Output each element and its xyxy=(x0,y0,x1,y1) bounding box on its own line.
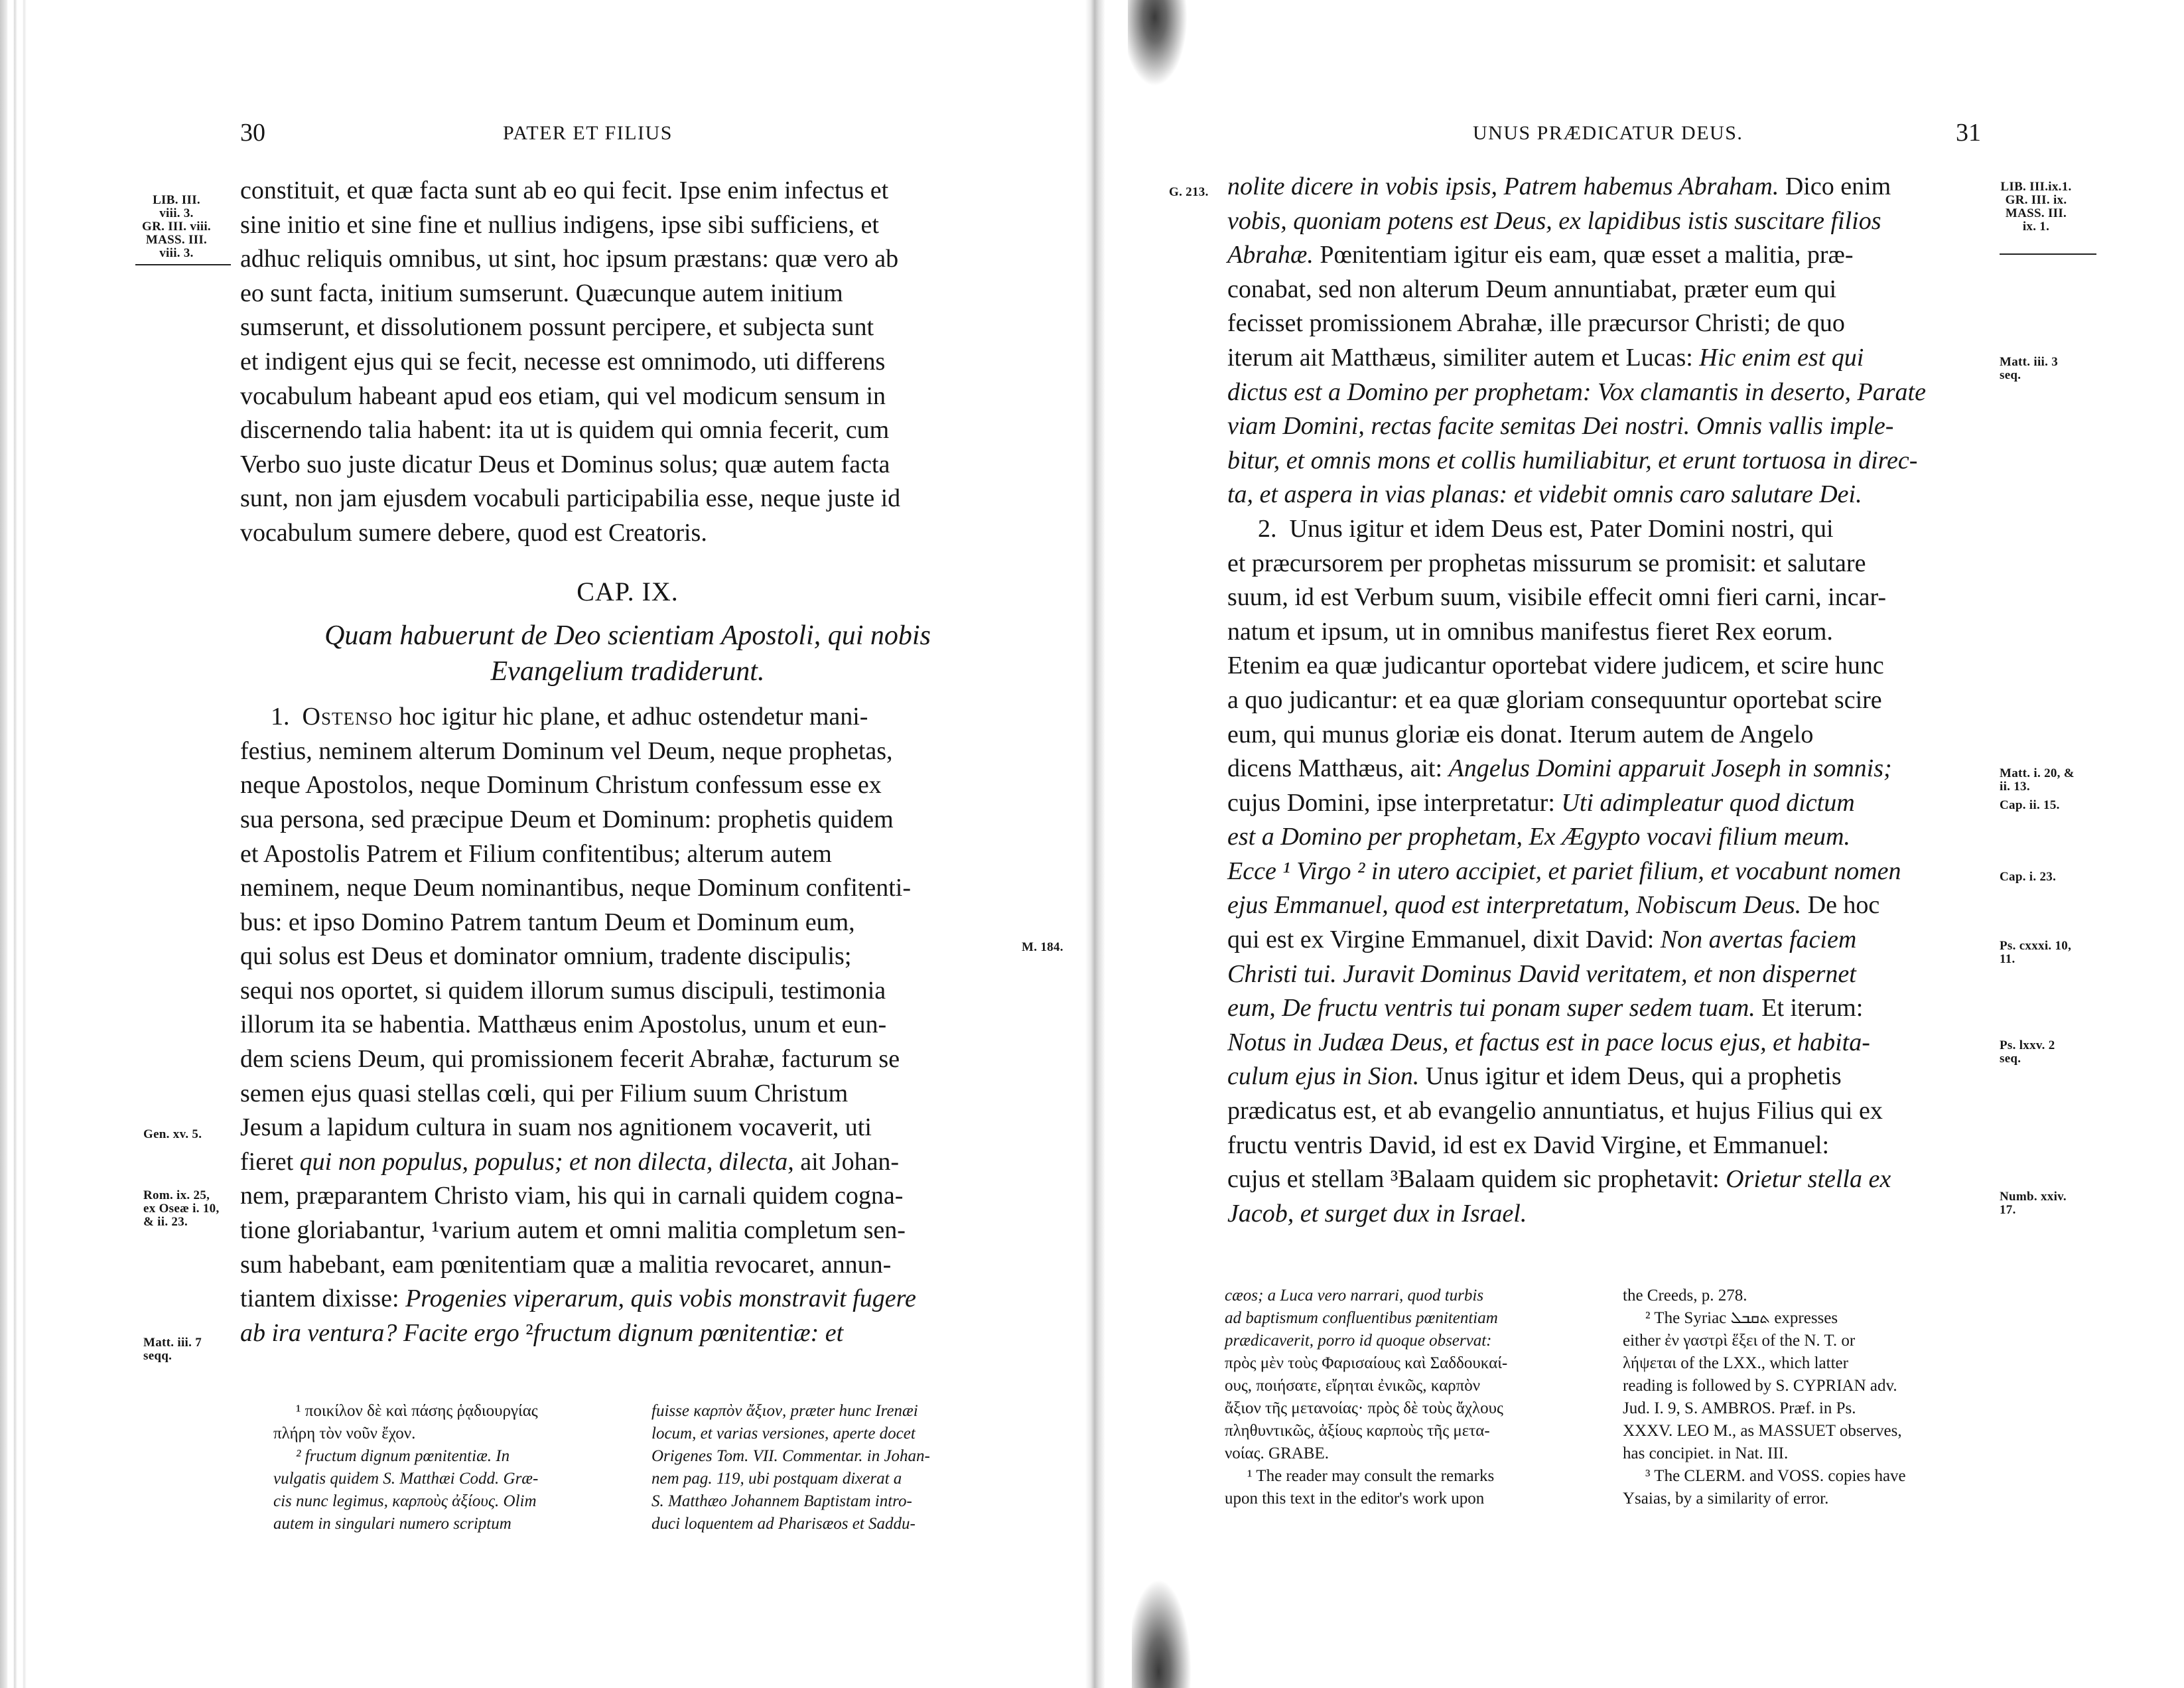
italic-segment: dictus est a Domino per prophetam: Vox clamantis in deserto, Parate xyxy=(1227,378,1926,406)
footnote-line: ους, ποιήσατε, εἴρηται ἐνικῶς, καρπὸν xyxy=(1225,1377,1481,1395)
text-line: natum et ipsum, ut in omnibus manifestus fieret Rex eorum. xyxy=(1227,617,1833,646)
sidenote-line: MASS. III. xyxy=(2005,206,2067,220)
text-line xyxy=(1227,444,1992,478)
text-line: Verbo suo juste dicatur Deus et Dominus solus; quæ autem facta xyxy=(240,450,890,478)
italic-segment: Notus in Judæa Deus, et factus est in pace locus ejus, et habita- xyxy=(1227,1028,1870,1056)
text-segment: Dico enim xyxy=(1779,173,1891,200)
italic-segment: Hic enim est qui xyxy=(1699,343,1864,372)
text-segment: cujus et stellam ³Balaam quidem sic prophetavit: xyxy=(1227,1165,1726,1194)
subtitle-line: Evangelium tradiderunt. xyxy=(490,656,765,687)
text-segment: cujus Domini, ipse interpretatur: xyxy=(1227,788,1562,817)
italic-segment: vobis, quoniam potens est Deus, ex lapidibus istis suscitare filios xyxy=(1227,206,1881,235)
text-segment: iterum ait Matthæus, similiter autem et Lucas: xyxy=(1227,343,1700,372)
text-segment: Et iterum: xyxy=(1755,994,1864,1022)
sidenote-line: seq. xyxy=(2000,368,2021,382)
footnote-line: πρὸς μὲν τοὺς Φαρισαίους καὶ Σαδδουκαί- xyxy=(1225,1354,1508,1372)
sidenote-line: seqq. xyxy=(143,1349,172,1363)
chapter-heading: CAP. IX. xyxy=(577,576,679,606)
sidenote-line: Ps. cxxxi. 10, xyxy=(2000,939,2072,953)
footnote-line: upon this text in the editor's work upon xyxy=(1225,1490,1485,1508)
text-segment: Pœnitentiam igitur eis eam, quæ esset a malitia, præ- xyxy=(1313,241,1854,269)
italic-segment: eum, De fructu ventris tui ponam super sedem tuam. xyxy=(1227,994,1755,1022)
footnote-line: XXXV. LEO M., as MASSUET observes, xyxy=(1623,1422,1902,1440)
text-line xyxy=(1227,855,1992,889)
footnotes-right-col xyxy=(1623,1285,1973,1510)
sidenote-rom xyxy=(143,1189,220,1229)
footnotes-left-col xyxy=(1225,1285,1583,1510)
sidenote-line: seq. xyxy=(2000,1052,2021,1066)
sidenote-g213: G. 213. xyxy=(1169,185,1209,199)
italic-segment: ab ira ventura? Facite ergo xyxy=(240,1318,526,1347)
subtitle-line: Quam habuerunt de Deo scientiam Apostoli, qui nobis xyxy=(324,620,931,652)
sidenote-line: 11. xyxy=(2000,952,2015,966)
sidenote-line: GR. III. ix. xyxy=(2005,193,2067,207)
sidenote-line: Numb. xxiv. xyxy=(2000,1190,2067,1204)
footnote-line: the Creeds, p. 278. xyxy=(1623,1287,1747,1304)
text-segment: qui est ex Virgine Emmanuel, dixit David: xyxy=(1227,926,1661,954)
footnote-line: πλήρη τὸν νοῦν ἔχον. xyxy=(273,1425,416,1442)
text-line: et indigent ejus qui se fecit, necesse est omnimodo, uti differens xyxy=(240,347,886,376)
italic-segment: nolite dicere in vobis ipsis, Patrem habemus Abraham. xyxy=(1227,173,1779,200)
text-line: eum, qui munus gloriæ eis donat. Iterum autem de Angelo xyxy=(1227,720,1814,748)
paragraph-number: 2. xyxy=(1258,514,1277,543)
main-text-left xyxy=(240,174,1015,1350)
right-page xyxy=(1092,0,2184,1688)
text-line: fecisset promissionem Abrahæ, ille præcursor Christi; de quo xyxy=(1227,309,1845,338)
footnote-line: fuisse καρπὸν ἄξιον, præter hunc Irenæi xyxy=(651,1402,918,1420)
italic-segment: qui non populus, populus; et non dilecta, dilecta, xyxy=(299,1147,794,1176)
text-line xyxy=(1227,991,1992,1026)
chapter-subtitle xyxy=(240,618,1015,689)
text-line: semen ejus quasi stellas cœli, qui per Filium suum Christum xyxy=(240,1079,849,1107)
footnotes-right-col xyxy=(651,1400,1015,1535)
text-segment: De hoc xyxy=(1801,891,1880,920)
text-line xyxy=(1227,341,1992,376)
sidenote-line: LIB. III.ix.1. xyxy=(2000,180,2072,194)
sidenote-rule xyxy=(2000,253,2096,255)
footnote-line: duci loquentem ad Pharisæos et Saddu- xyxy=(651,1515,916,1533)
footnote-marker: ² xyxy=(525,1318,533,1347)
footnote-line: has concipiet. in Nat. III. xyxy=(1623,1444,1789,1462)
sidenote-line: viii. 3. xyxy=(159,246,194,260)
text-line xyxy=(1227,1026,1992,1060)
italic-segment: Uti adimpleatur quod dictum xyxy=(1561,788,1855,817)
text-line xyxy=(1227,1060,1992,1094)
binding-edge xyxy=(0,0,40,1688)
sidenote-line: & ii. 23. xyxy=(143,1215,188,1229)
text-line: nem, præparantem Christo viam, his qui in carnali quidem cogna- xyxy=(240,1182,904,1210)
sidenote-line: ii. 13. xyxy=(2000,780,2030,794)
italic-segment: Jacob, et surget dux in Israel. xyxy=(1227,1199,1527,1228)
text-line xyxy=(1227,512,1992,547)
sidenote-line: 17. xyxy=(2000,1203,2016,1217)
text-line xyxy=(1227,957,1992,992)
text-line xyxy=(1227,170,1992,204)
text-line: sum habebant, eam pœnitentiam quæ a malitia revocaret, annun- xyxy=(240,1250,892,1279)
text-line xyxy=(1227,888,1992,923)
text-segment: hoc igitur hic plane, et adhuc ostendetur mani- xyxy=(399,703,868,731)
italic-segment: est a Domino per prophetam, Ex Ægypto vocavi filium meum. xyxy=(1227,823,1850,851)
italic-segment: bitur, et omnis mons et collis humiliabitur, et erunt tortuosa in direc- xyxy=(1227,446,1918,474)
text-line xyxy=(1227,923,1992,957)
text-line: bus: et ipso Domino Patrem tantum Deum et Dominum eum, xyxy=(240,908,855,936)
running-head-right: UNUS PRÆDICATUR DEUS. xyxy=(1473,122,1743,144)
text-line xyxy=(1227,1197,1992,1231)
text-segment: fieret xyxy=(240,1147,300,1176)
text-segment: ait Johan- xyxy=(793,1147,900,1176)
sidenote-line: Ps. lxxv. 2 xyxy=(2000,1038,2055,1052)
text-segment: Unus igitur et idem Deus est, Pater Domini nostri, qui xyxy=(1289,514,1834,543)
italic-segment: viam Domini, rectas facite semitas Dei nostri. Omnis vallis imple- xyxy=(1227,412,1894,441)
italic-segment: Angelus Domini apparuit Joseph in somnis; xyxy=(1448,754,1892,783)
sidenote-line: ix. 1. xyxy=(2022,220,2050,234)
text-line: vocabulum habeant apud eos etiam, qui vel modicum sensum in xyxy=(240,382,886,410)
sidenote-line: Rom. ix. 25, xyxy=(143,1188,210,1202)
sidenote-ps-lxxv xyxy=(2000,1039,2055,1066)
sidenote-gen: Gen. xv. 5. xyxy=(143,1127,202,1141)
paragraph-number: 1. xyxy=(271,703,290,731)
italic-segment: Christi tui. Juravit Dominus David veritatem, et non dispernet xyxy=(1227,959,1856,988)
text-line: sequi nos oportet, si quidem illorum sumus discipuli, testimonia xyxy=(240,976,886,1005)
sidenote-matt-iii-3 xyxy=(2000,356,2058,382)
sidenote-matt xyxy=(143,1336,202,1363)
sidenote-line: MASS. III. xyxy=(145,233,208,247)
text-line: prædicatus est, et ab evangelio annuntiatus, et hujus Filius qui ex xyxy=(1227,1097,1883,1125)
text-line xyxy=(1227,376,1992,410)
text-line: qui solus est Deus et dominator omnium, tradente discipulis; xyxy=(240,942,852,971)
text-line xyxy=(240,1316,1015,1351)
sidenote-line: Matt. i. 20, & xyxy=(2000,766,2075,780)
footnote-line: λήψεται of the LXX., which latter xyxy=(1623,1354,1848,1372)
page-number-left: 30 xyxy=(240,119,265,147)
text-line xyxy=(1227,752,1992,786)
text-segment: dicens Matthæus, ait: xyxy=(1227,754,1449,783)
text-line: sua persona, sed præcipue Deum et Dominum: prophetis quidem xyxy=(240,805,894,833)
footnote-line: νοίας. GRABE. xyxy=(1225,1444,1330,1462)
text-line xyxy=(1227,478,1992,512)
sidenote-line: GR. III. viii. xyxy=(142,220,211,234)
sidenote-line: ex Oseæ i. 10, xyxy=(143,1202,220,1216)
text-line: discernendo talia habent: ita ut is quidem qui omnia fecerit, cum xyxy=(240,416,890,445)
footnote-line: Ysaias, by a similarity of error. xyxy=(1623,1490,1829,1508)
text-line: sine initio et sine fine et nullius indigens, ipse sibi sufficiens, et xyxy=(240,210,879,239)
footnotes-left-col xyxy=(273,1400,625,1535)
text-line: a quo judicantur: et ea quæ gloriam consequuntur oportebat scire xyxy=(1227,685,1882,714)
sidenote-numb xyxy=(2000,1190,2067,1217)
text-line: sumserunt, et dissolutionem possunt percipere, et subjecta sunt xyxy=(240,313,874,342)
footnote-line: Origenes Tom. VII. Commentar. in Johan- xyxy=(651,1447,930,1465)
text-segment: tiantem dixisse: xyxy=(240,1285,406,1313)
footnote-line: either ἐν γαστρὶ ἕξει of the N. T. or xyxy=(1623,1332,1856,1350)
text-line xyxy=(1227,238,1992,273)
text-line xyxy=(240,1145,1015,1180)
text-line: illorum ita se habentia. Matthæus enim Apostolus, unum et eun- xyxy=(240,1011,887,1039)
italic-segment: Abrahæ. xyxy=(1227,241,1314,269)
page-number-right: 31 xyxy=(1956,119,1981,147)
sidenote-rule xyxy=(135,264,231,265)
footnote-line: prædicaverit, porro id quoque observat: xyxy=(1225,1332,1492,1350)
text-line: vocabulum sumere debere, quod est Creatoris. xyxy=(240,518,707,547)
initial-word: Ostenso xyxy=(302,703,393,731)
footnote-line: ² fructum dignum pœnitentiæ. In xyxy=(296,1447,510,1465)
sidenote-ps-cxxxi xyxy=(2000,940,2071,966)
sidenote-line: LIB. III. xyxy=(153,193,200,207)
text-line: eo sunt facta, initium sumserunt. Quæcunque autem initium xyxy=(240,279,843,307)
italic-segment: Non avertas faciem xyxy=(1660,926,1857,954)
footnote-line: reading is followed by S. CYPRIAN adv. xyxy=(1623,1377,1897,1395)
italic-segment: ejus Emmanuel, quod est interpretatum, Nobiscum Deus. xyxy=(1227,891,1802,920)
text-line: Jesum a lapidum cultura in suam nos agnitionem vocaverit, uti xyxy=(240,1113,872,1142)
sidenote-matt-i-20 xyxy=(2000,767,2075,794)
footnote-line: Jud. I. 9, S. AMBROS. Præf. in Ps. xyxy=(1623,1399,1856,1417)
text-line xyxy=(1227,820,1992,855)
running-head-left: PATER ET FILIUS xyxy=(503,122,673,144)
text-line: festius, neminem alterum Dominum vel Deum, neque prophetas, xyxy=(240,737,893,765)
footnote-line: locum, et varias versiones, aperte docet xyxy=(651,1425,916,1442)
footnote-line: ³ The CLERM. and VOSS. copies have xyxy=(1645,1467,1906,1485)
text-line: tione gloriabantur, ¹varium autem et omni malitia completum sen- xyxy=(240,1216,906,1245)
footnote-line: autem in singulari numero scriptum xyxy=(273,1515,512,1533)
text-line: neque Apostolos, neque Dominum Christum confessum esse ex xyxy=(240,771,882,800)
text-line xyxy=(1227,204,1992,239)
italic-segment: Ecce ¹ Virgo ² in utero accipiet, et pariet filium, et vocabunt nomen xyxy=(1227,857,1901,885)
footnote-line: cæos; a Luca vero narrari, quod turbis xyxy=(1225,1287,1484,1304)
text-line: constituit, et quæ facta sunt ab eo qui fecit. Ipse enim infectus et xyxy=(240,176,889,204)
text-line xyxy=(1227,1162,1992,1197)
text-line xyxy=(1227,409,1992,444)
text-line: suum, id est Verbum suum, visibile effecit omni fieri carni, incar- xyxy=(1227,583,1886,612)
main-text-right xyxy=(1227,170,1992,1231)
text-line: adhuc reliquis omnibus, ut sint, hoc ipsum præstans: quæ vero ab xyxy=(240,245,899,273)
sidenote-cap-i-23: Cap. i. 23. xyxy=(2000,870,2057,884)
footnote-line: ἄξιον τῆς μετανοίας· πρὸς δὲ τοὺς ἄχλους xyxy=(1225,1399,1503,1417)
footnote-line: πληθυντικῶς, ἀξίους καρποὺς τῆς μετα- xyxy=(1225,1422,1490,1440)
text-line: Etenim ea quæ judicantur oportebat videre judicem, et scire hunc xyxy=(1227,652,1884,680)
text-line: neminem, neque Deum nominantibus, neque Dominum confitenti- xyxy=(240,874,912,902)
text-line: et Apostolis Patrem et Filium confitentibus; alterum autem xyxy=(240,839,832,868)
italic-segment: Progenies viperarum, quis vobis monstravit fugere xyxy=(405,1285,916,1313)
text-segment: Unus igitur et idem Deus, qui a prophetis xyxy=(1419,1062,1842,1091)
text-line: et præcursorem per prophetas missurum se promisit: et salutare xyxy=(1227,549,1866,577)
sidenote-line: Matt. iii. 7 xyxy=(143,1336,202,1350)
sidenote-cap-ii-15: Cap. ii. 15. xyxy=(2000,798,2060,812)
sidenote-lib-iii-ix xyxy=(1997,180,2075,234)
italic-segment: culum ejus in Sion. xyxy=(1227,1062,1420,1091)
footnote-line: nem pag. 119, ubi postquam dixerat a xyxy=(651,1470,902,1488)
text-line xyxy=(240,1282,1015,1316)
footnote-line: ² The Syriac ܬܩܒܠ expresses xyxy=(1645,1309,1838,1327)
text-line xyxy=(1227,786,1992,821)
sidenote-line: viii. 3. xyxy=(159,206,194,220)
footnote-line: ad baptismum confluentibus pœnitentiam xyxy=(1225,1309,1498,1327)
footnote-line: ¹ The reader may consult the remarks xyxy=(1247,1467,1495,1485)
italic-segment: Orietur stella ex xyxy=(1726,1165,1891,1194)
text-line: conabat, sed non alterum Deum annuntiabat, præter eum qui xyxy=(1227,275,1837,303)
footnote-line: S. Matthæo Johannem Baptistam intro- xyxy=(651,1492,912,1510)
text-line xyxy=(240,700,1015,735)
italic-segment: fructum dignum pœnitentiæ: et xyxy=(533,1318,844,1347)
text-line: dem sciens Deum, qui promissionem fecerit Abrahæ, facturum se xyxy=(240,1045,900,1074)
sidenote-lib-iii-viii xyxy=(138,194,215,260)
footnote-line: vulgatis quidem S. Matthæi Codd. Græ- xyxy=(273,1470,539,1488)
text-line: sunt, non jam ejusdem vocabuli participabilia esse, neque juste id xyxy=(240,484,901,513)
sidenote-line: Matt. iii. 3 xyxy=(2000,355,2059,369)
italic-segment: ta, et aspera in vias planas: et videbit omnis caro salutare Dei. xyxy=(1227,480,1862,509)
sidenote-m184: M. 184. xyxy=(1022,940,1063,954)
footnote-line: ¹ ποικίλον δὲ καὶ πάσης ῥᾳδιουργίας xyxy=(296,1402,538,1420)
footnote-line: cis nunc legimus, καρποὺς ἀξίους. Olim xyxy=(273,1492,537,1510)
text-line: fructu ventris David, id est ex David Virgine, et Emmanuel: xyxy=(1227,1131,1830,1159)
